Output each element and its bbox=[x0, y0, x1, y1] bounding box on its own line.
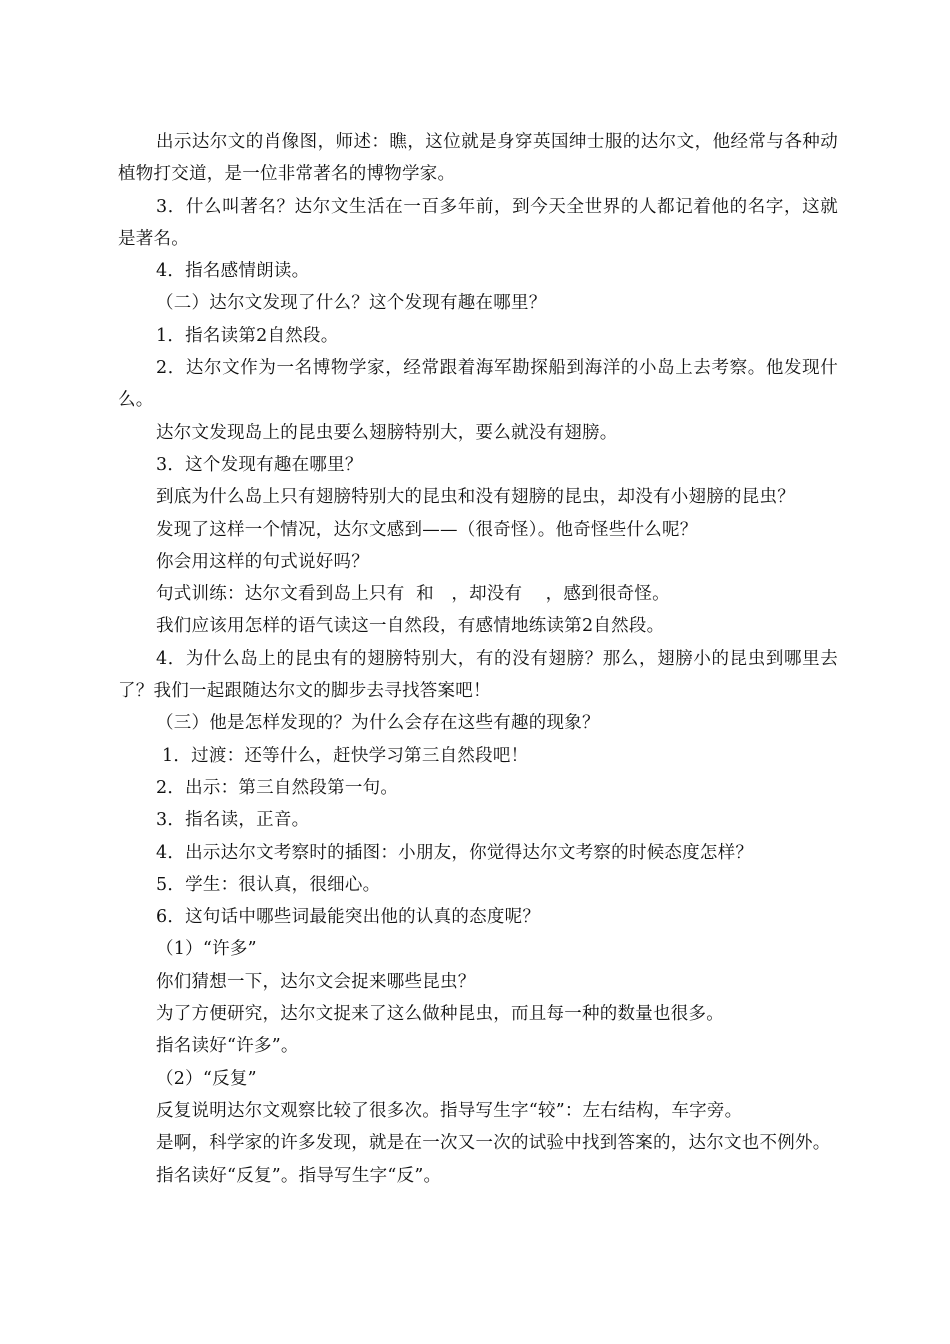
section-heading-2: （二）达尔文发现了什么？这个发现有趣在哪里？ bbox=[156, 293, 547, 314]
paragraph-step-4: 4．为什么岛上的昆虫有的翅膀特别大，有的没有翅膀？那么，翅膀小的昆虫到哪里去了？我们一起跟随达尔文的脚步去寻找答案吧！ bbox=[118, 648, 838, 702]
paragraph-tone: 我们应该用怎样的语气读这一自然段，有感情地练读第2自然段。 bbox=[156, 616, 665, 637]
paragraph-transition: 1．过渡：还等什么，赶快学习第三自然段吧！ bbox=[162, 745, 529, 766]
paragraph-illustration: 4．出示达尔文考察时的插图：小朋友，你觉得达尔文考察的时候态度怎样？ bbox=[156, 842, 754, 863]
paragraph-read-pronounce: 3．指名读，正音。 bbox=[156, 810, 310, 831]
subheading-repeat: （2）“反复” bbox=[156, 1068, 257, 1089]
paragraph-portrait: 出示达尔文的肖像图，师述：瞧，这位就是身穿英国绅士服的达尔文，他经常与各种动植物打交道，是一位非常著名的博物学家。 bbox=[118, 132, 838, 185]
paragraph-famous: 3．什么叫著名？达尔文生活在一百多年前，到今天全世界的人都记着他的名字，这就是著名。 bbox=[118, 196, 838, 249]
paragraph-step-3: 3．这个发现有趣在哪里？ bbox=[156, 454, 363, 475]
paragraph-scientist: 是啊，科学家的许多发现，就是在一次又一次的试验中找到答案的，达尔文也不例外。 bbox=[156, 1133, 831, 1154]
paragraph-step-1: 1．指名读第2自然段。 bbox=[156, 325, 339, 346]
paragraph-step-2: 2．达尔文作为一名博物学家，经常跟着海军勘探船到海洋的小岛上去考察。他发现什么。 bbox=[118, 358, 838, 411]
paragraph-guess: 你们猜想一下，达尔文会捉来哪些昆虫？ bbox=[156, 971, 476, 992]
paragraph-repeat-explain: 反复说明达尔文观察比较了很多次。指导写生字“较”：左右结构，车字旁。 bbox=[156, 1100, 743, 1121]
subheading-many: （1）“许多” bbox=[156, 939, 257, 960]
paragraph-show-sentence: 2．出示：第三自然段第一句。 bbox=[156, 777, 399, 798]
paragraph-research: 为了方便研究，达尔文捉来了这么做种昆虫，而且每一种的数量也很多。 bbox=[156, 1004, 724, 1025]
paragraph-student: 5．学生：很认真，很细心。 bbox=[156, 874, 381, 895]
paragraph-read-repeat: 指名读好“反复”。指导写生字“反”。 bbox=[156, 1165, 442, 1186]
paragraph-read-emotion: 4．指名感情朗读。 bbox=[156, 261, 310, 282]
paragraph-words: 6．这句话中哪些词最能突出他的认真的态度呢？ bbox=[156, 907, 541, 928]
paragraph-discovery: 达尔文发现岛上的昆虫要么翅膀特别大，要么就没有翅膀。 bbox=[156, 422, 618, 443]
paragraph-sentence-training: 句式训练：达尔文看到岛上只有 和 ，却没有 ，感到很奇怪。 bbox=[156, 584, 670, 605]
paragraph-sentence-pattern: 你会用这样的句式说好吗？ bbox=[156, 551, 369, 572]
paragraph-strange: 发现了这样一个情况，达尔文感到——（很奇怪）。他奇怪些什么呢？ bbox=[156, 519, 698, 540]
section-heading-3: （三）他是怎样发现的？为什么会存在这些有趣的现象？ bbox=[156, 713, 600, 734]
paragraph-question: 到底为什么岛上只有翅膀特别大的昆虫和没有翅膀的昆虫，却没有小翅膀的昆虫？ bbox=[156, 487, 795, 508]
paragraph-read-many: 指名读好“许多”。 bbox=[156, 1036, 299, 1057]
